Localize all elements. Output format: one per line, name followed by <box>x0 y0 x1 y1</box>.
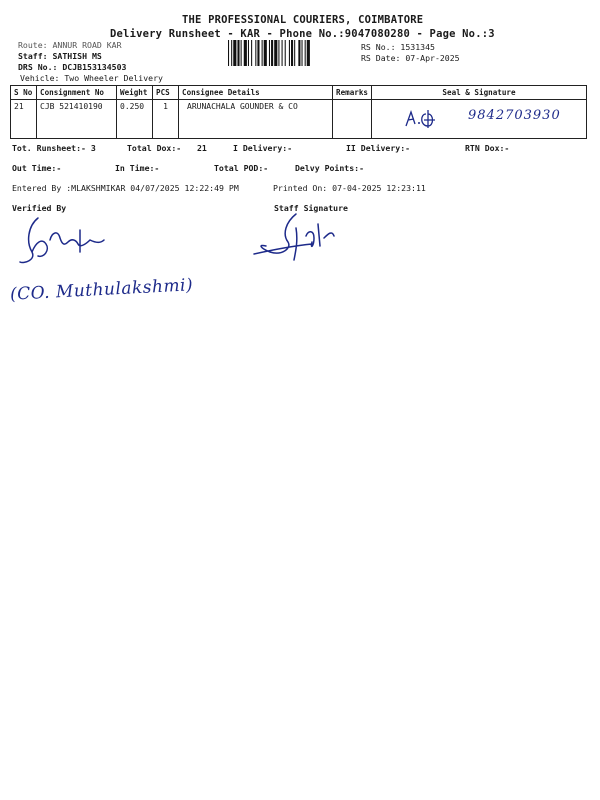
barcode-image <box>228 40 354 66</box>
cell-pcs: 1 <box>153 100 179 139</box>
company-title: THE PROFESSIONAL COURIERS, COIMBATORE <box>182 14 424 26</box>
barcode-bar <box>244 40 247 66</box>
runsheet-table <box>10 85 587 139</box>
barcode-bar <box>282 40 283 66</box>
barcode-bar <box>294 40 295 66</box>
verified-by-signature <box>16 212 126 268</box>
runsheet-subtitle: Delivery Runsheet - KAR - Phone No.:9047080280 - Page No.:3 <box>110 28 495 40</box>
barcode-bar <box>285 40 286 66</box>
barcode-bar <box>231 40 232 66</box>
barcode-bar <box>274 40 277 66</box>
barcode-bar <box>251 40 252 66</box>
printed-on: Printed On: 07-04-2025 12:23:11 <box>273 183 426 193</box>
tot-runsheet: Tot. Runsheet:- 3 <box>12 143 96 153</box>
cell-consignment: CJB 521410190 <box>37 100 117 139</box>
col-consignee: Consignee Details <box>179 86 333 100</box>
vehicle-label: Vehicle: Two Wheeler Delivery <box>20 73 163 83</box>
barcode-bar <box>241 40 242 66</box>
table-row <box>11 100 587 139</box>
barcode-bar <box>233 40 236 66</box>
out-time: Out Time:- <box>12 163 62 173</box>
barcode-bar <box>305 40 306 66</box>
col-remarks: Remarks <box>333 86 372 100</box>
barcode-bar <box>302 40 303 66</box>
rtn-dox: RTN Dox:- <box>465 143 510 153</box>
cell-remarks <box>333 100 372 139</box>
verified-by-label: Verified By <box>12 203 67 213</box>
handwritten-phone: 9842703930 <box>468 108 561 123</box>
barcode-bar <box>248 40 249 66</box>
total-dox-value: 21 <box>197 143 207 153</box>
table-header-row <box>11 86 587 100</box>
route-label: Route: ANNUR ROAD KAR <box>18 40 122 50</box>
col-sno: S No <box>11 86 37 100</box>
handwritten-name: (CO. Muthulakshmi) <box>9 275 194 305</box>
cell-consignee: ARUNACHALA GOUNDER & CO <box>179 100 333 139</box>
staff-signature <box>252 210 372 266</box>
total-dox-label: Total Dox:- <box>127 143 182 153</box>
rs-number: RS No.: 1531345 <box>361 42 435 52</box>
barcode-bar <box>298 40 300 66</box>
cell-seal-signature <box>372 100 587 139</box>
entered-by: Entered By :MLAKSHMIKAR 04/07/2025 12:22:49 PM <box>12 183 239 193</box>
staff-label: Staff: SATHISH MS <box>18 51 102 61</box>
delvy-points: Delvy Points:- <box>295 163 365 173</box>
barcode-bar <box>237 40 239 66</box>
receiver-initials-signature <box>402 106 462 132</box>
col-seal: Seal & Signature <box>372 86 587 100</box>
barcode-bar <box>291 40 293 66</box>
staff-signature-label: Staff Signature <box>274 203 348 213</box>
col-consignment: Consignment No <box>37 86 117 100</box>
cell-weight: 0.250 <box>117 100 153 139</box>
i-delivery: I Delivery:- <box>233 143 293 153</box>
barcode-bar <box>228 40 229 66</box>
col-pcs: PCS <box>153 86 179 100</box>
ii-delivery: II Delivery:- <box>346 143 411 153</box>
barcode-bar <box>264 40 267 66</box>
barcode-bar <box>271 40 273 66</box>
barcode-bar <box>307 40 310 66</box>
drs-number: DRS No.: DCJB153134503 <box>18 62 127 72</box>
barcode-bar <box>289 40 290 66</box>
barcode-bar <box>257 40 259 66</box>
barcode-bar <box>278 40 279 66</box>
total-pod: Total POD:- <box>214 163 269 173</box>
cell-sno: 21 <box>11 100 37 139</box>
barcode-bar <box>269 40 270 66</box>
col-weight: Weight <box>117 86 153 100</box>
rs-date: RS Date: 07-Apr-2025 <box>361 53 460 63</box>
barcode-bar <box>255 40 256 66</box>
in-time: In Time:- <box>115 163 160 173</box>
barcode-bar <box>262 40 263 66</box>
